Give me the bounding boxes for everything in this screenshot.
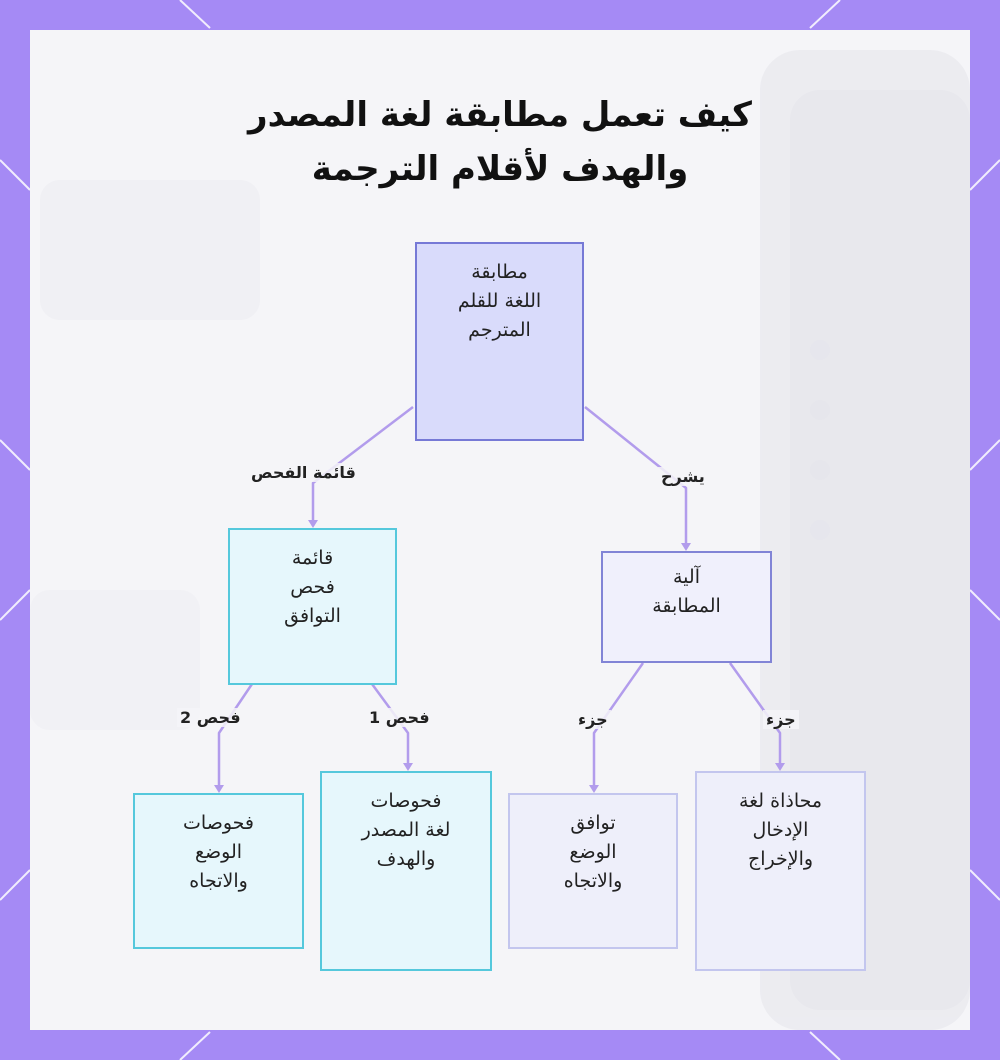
node-source-target-checks	[320, 771, 492, 971]
title-line-1: كيف تعمل مطابقة لغة المصدر	[248, 95, 752, 135]
node-mechanism	[601, 551, 772, 663]
edge-label-part-2: جزء	[763, 710, 799, 729]
edge-label-explains: يشرح	[658, 467, 708, 486]
edge-label-check-2: فحص 2	[177, 708, 244, 727]
node-source-target-checks-label: فحوصات لغة المصدر والهدف	[361, 790, 451, 870]
node-root-label: مطابقة اللغة للقلم المترجم	[457, 261, 542, 341]
edge-checklist-to-position	[219, 684, 252, 791]
edge-label-check-1: فحص 1	[366, 708, 433, 727]
node-checklist-label: قائمة فحص التوافق	[284, 547, 341, 627]
node-io-alignment	[695, 771, 866, 971]
node-root	[415, 242, 584, 441]
edge-label-checklist: قائمة الفحص	[248, 463, 359, 482]
title-line-2: والهدف لأقلام الترجمة	[311, 149, 689, 189]
node-io-alignment-label: محاذاة لغة الإدخال والإخراج	[738, 790, 823, 870]
node-position-checks	[133, 793, 304, 949]
diagram-card	[30, 30, 970, 1030]
node-position-match-label: توافق الوضع والاتجاه	[563, 812, 623, 892]
node-checklist	[228, 528, 397, 685]
node-mechanism-label: آلية المطابقة	[652, 566, 721, 617]
edge-label-part-1: جزء	[575, 710, 611, 729]
node-position-match	[508, 793, 678, 949]
node-position-checks-label: فحوصات الوضع والاتجاه	[183, 812, 254, 892]
